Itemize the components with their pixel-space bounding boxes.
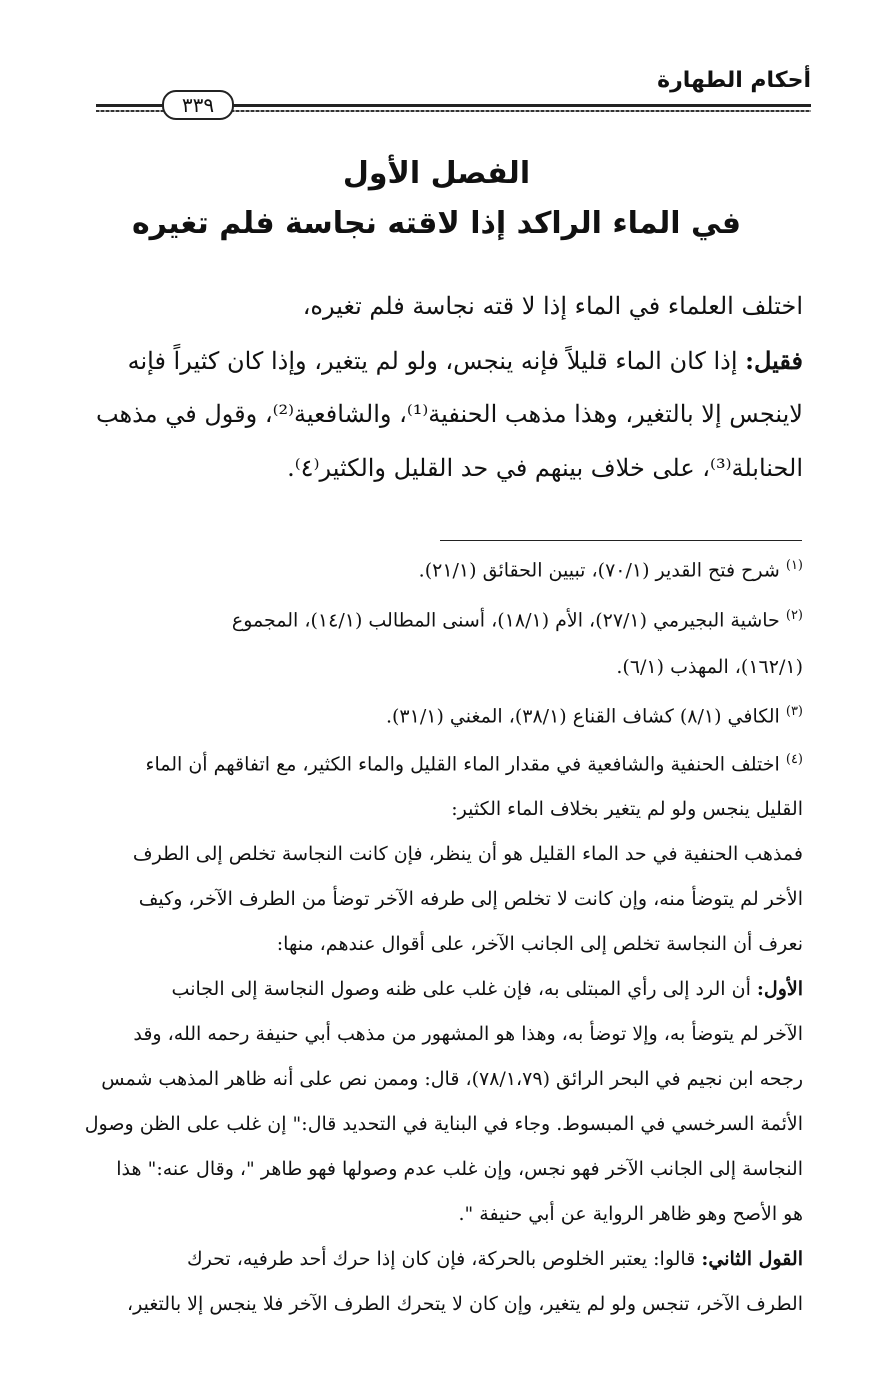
footnote-number: (٣) [785,704,803,719]
footnote-text: اختلف الحنفية والشافعية في مقدار الماء القليل والماء الكثير، مع اتفاقهم أن الماء [145,753,780,776]
footnote-2-cont: (١٦٢/١)، المهذب (٦/١). [616,656,803,678]
footnote-line: الأخر لم يتوضأ منه، وإن كانت لا تخلص إلى طرفه الآخر توضأ من الطرف الآخر، وكيف [138,888,803,910]
footnote-text: شرح فتح القدير (٧٠/١)، تبيين الحقائق (٢١/١). [418,559,780,582]
body-lead-term: فقيل: [745,346,803,375]
footnote-line: فمذهب الحنفية في حد الماء القليل هو أن ينظر، فإن كانت النجاسة تخلص إلى الطرف [132,843,803,865]
footnote-line: هو الأصح وهو ظاهر الرواية عن أبي حنيفة ". [458,1203,803,1225]
chapter-subtitle: في الماء الراكد إذا لاقته نجاسة فلم تغيره [131,206,742,241]
footnote-text: قالوا: يعتبر الخلوص بالحركة، فإن كان إذا حرك أحد طرفيه، تحرك [187,1248,702,1270]
footnote-lead-term: القول الثاني: [701,1248,803,1270]
footnote-3 [70,704,803,727]
body-line: اختلف العلماء في الماء إذا لا قته نجاسة فلم تغيره، [302,292,803,320]
footnote-number: (٢) [785,608,803,623]
body-line-text: إذا كان الماء قليلاً فإنه ينجس، ولو لم يتغير، وإذا كان كثيراً فإنه [127,347,746,375]
footnote-line [70,978,803,1000]
running-title: أحكام الطهارة [657,68,811,93]
footnote-line: الطرف الآخر، تنجس ولو لم يتغير، وإن كان لا يتحرك الطرف الآخر فلا ينجس إلا بالتغير، [127,1293,803,1315]
footnote-2 [70,608,803,631]
body-line [70,346,803,375]
footnote-line: القليل ينجس ولو لم يتغير بخلاف الماء الكثير: [451,798,803,820]
footnote-line: رجحه ابن نجيم في البحر الرائق (٧٨/١،٧٩)، قال: وممن نص على أنه ظاهر المذهب شمس [101,1068,803,1090]
footnote-line: الأئمة السرخسي في المبسوط. وجاء في البناية في التحديد قال:" إن غلب على الظن وصول [84,1113,803,1135]
footnote-number: (٤) [785,752,803,767]
footnote-text: الكافي (٨/١) كشاف القناع (٣٨/١)، المغني (٣١/١). [385,705,780,728]
page-number: ٣٣٩ [162,90,234,120]
footnote-4 [70,752,803,775]
footnote-line [70,1248,803,1270]
footnote-line: الآخر لم يتوضأ به، وإلا توضأ به، وهذا هو المشهور من مذهب أبي حنيفة رحمه الله، وقد [133,1023,803,1045]
footnote-text: حاشية البجيرمي (٢٧/١)، الأم (١٨/١)، أسنى المطالب (١٤/١)، المجموع [231,609,780,632]
chapter-title: الفصل الأول [342,156,531,191]
footnote-number: (١) [785,558,803,573]
footnote-separator [440,540,802,541]
footnote-line: نعرف أن النجاسة تخلص إلى الجانب الآخر، على أقوال عندهم، منها: [276,933,803,955]
body-line: الحنابلة⁽³⁾، على خلاف بينهم في حد القليل والكثير⁽٤⁾. [287,454,803,482]
body-line: لاينجس إلا بالتغير، وهذا مذهب الحنفية⁽¹⁾، والشافعية⁽²⁾، وقول في مذهب [95,400,803,428]
footnote-line: النجاسة إلى الجانب الآخر فهو نجس، وإن غلب عدم وصولها فهو طاهر "، وقال عنه:" هذا [116,1158,803,1180]
footnote-lead-term: الأول: [756,978,803,1000]
footnote-1 [70,558,803,581]
footnote-text: أن الرد إلى رأي المبتلى به، فإن غلب على ظنه وصول النجاسة إلى الجانب [171,978,757,1000]
